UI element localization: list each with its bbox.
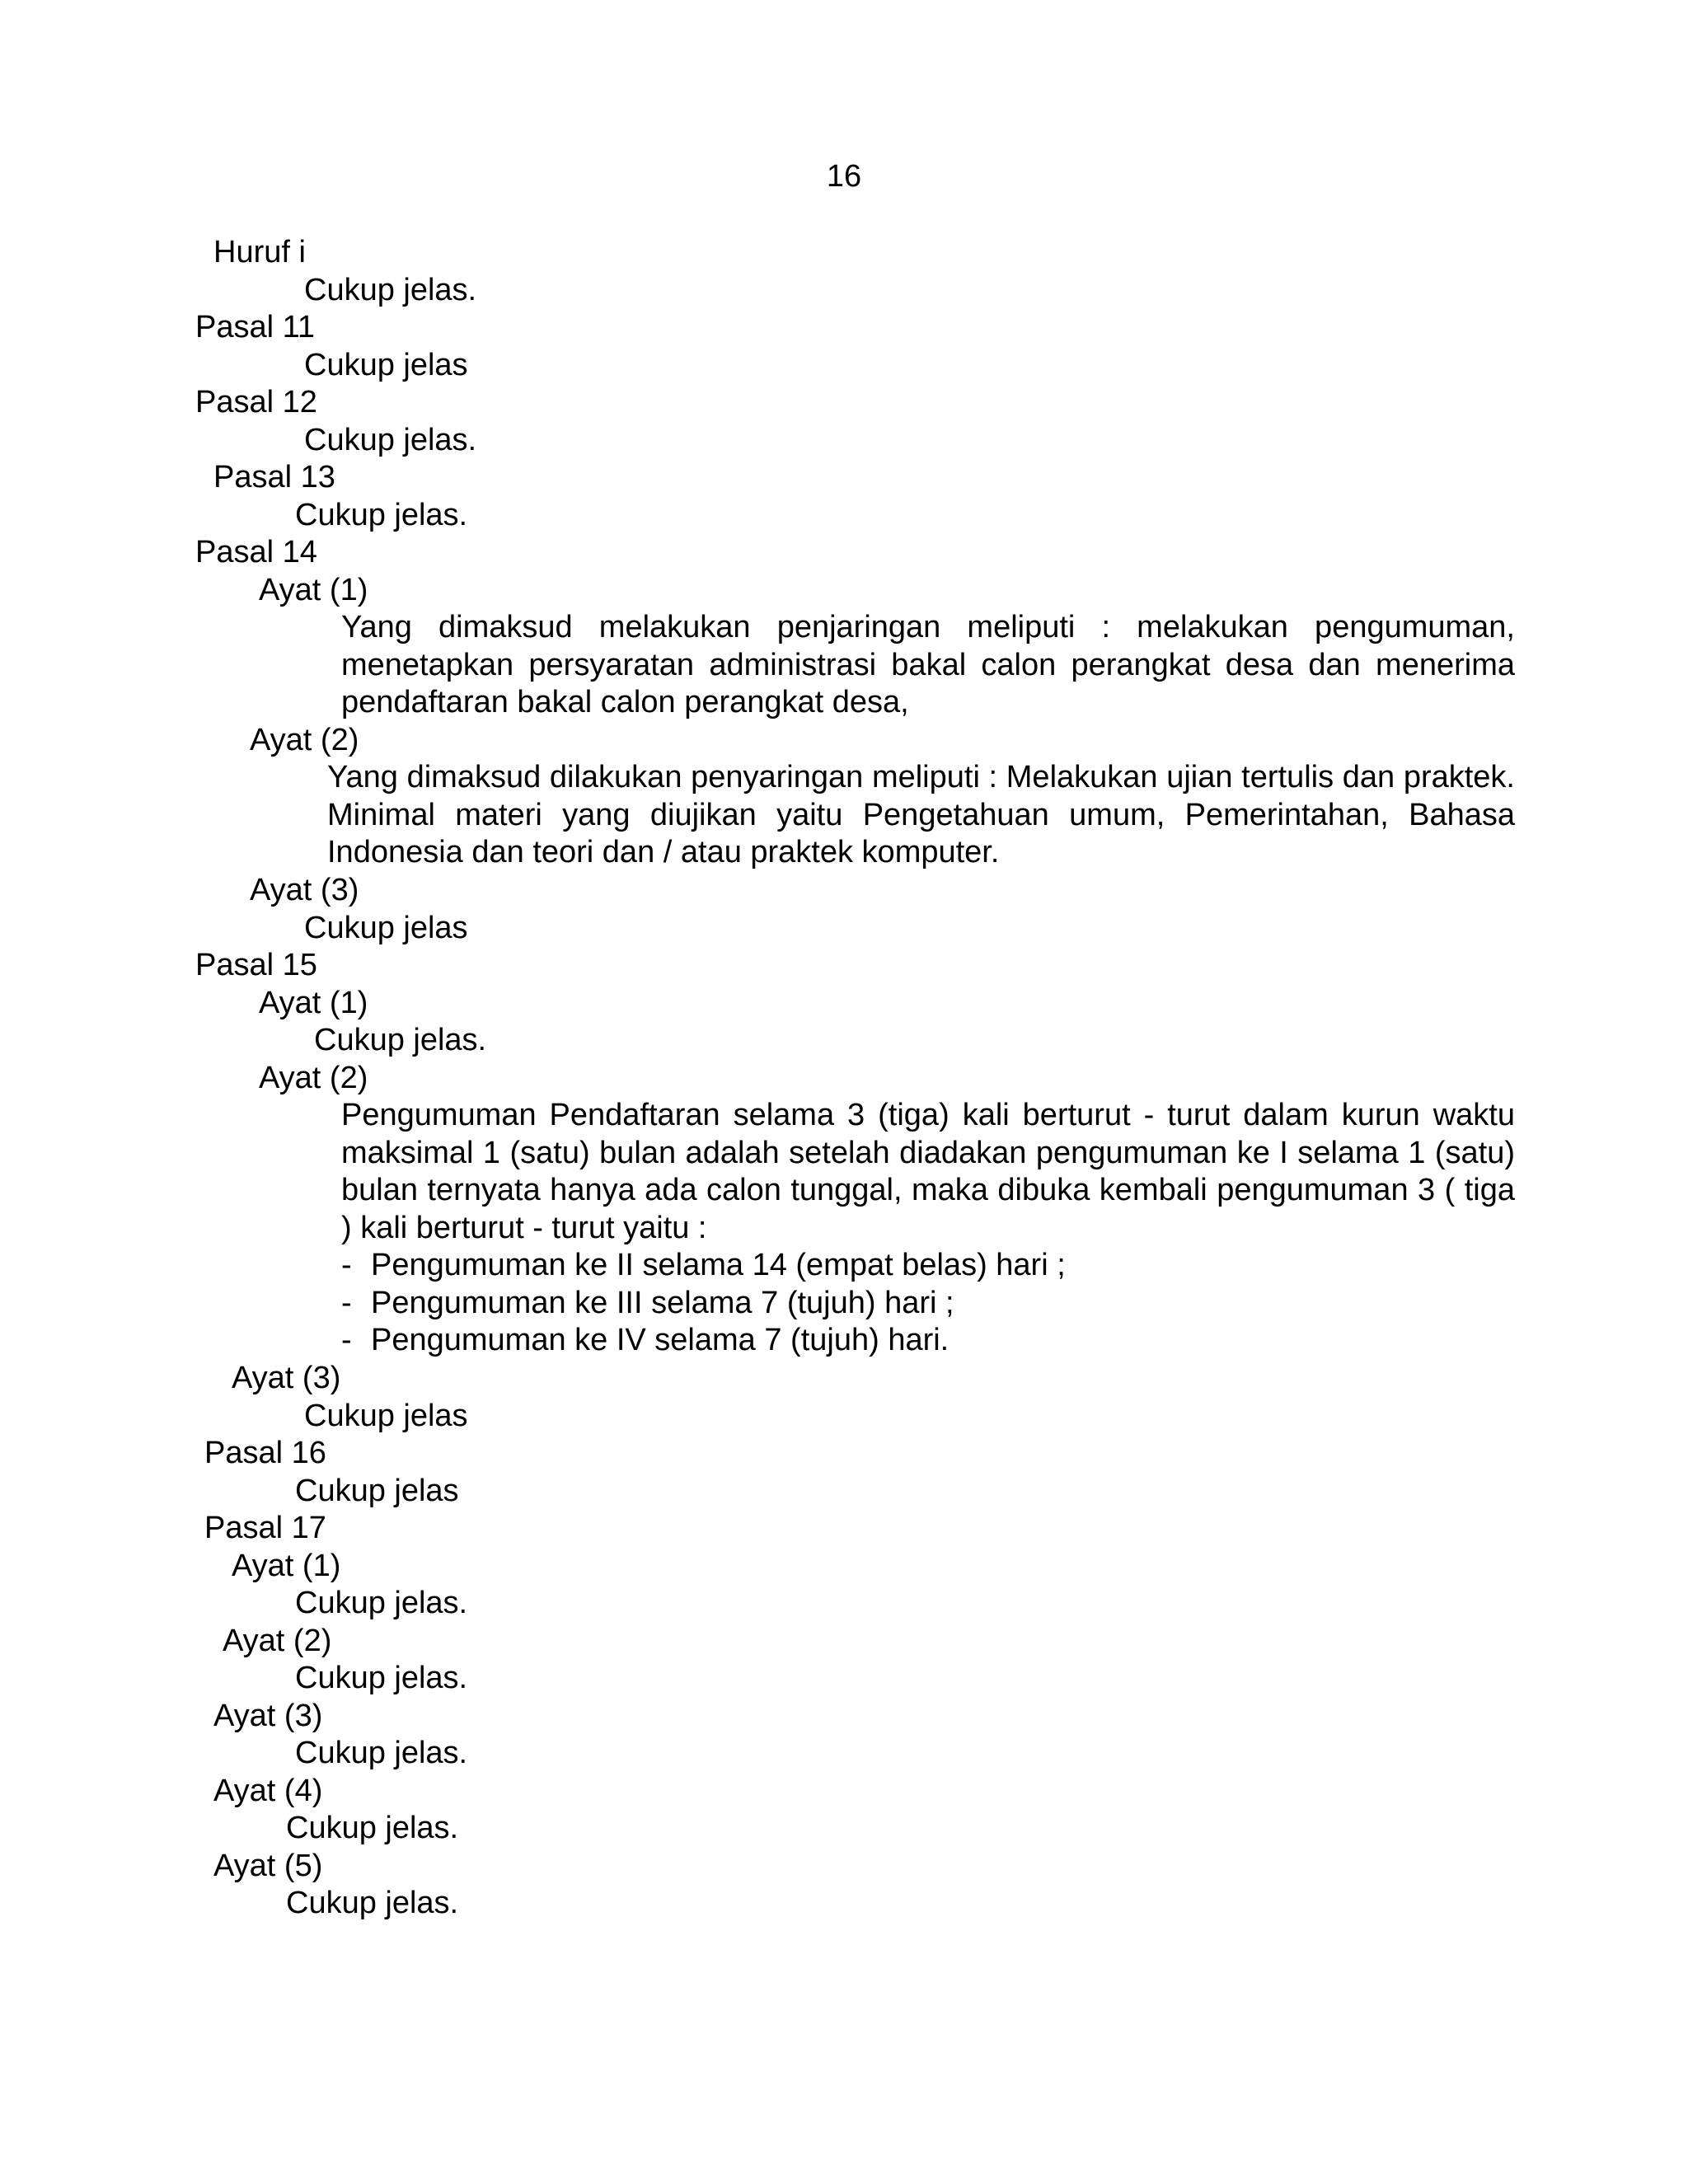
pasal-heading: Pasal 15 bbox=[195, 948, 317, 982]
explanation-paragraph: Yang dimaksud melakukan penjaringan meliputi : melakukan pengumuman, menetapkan persyaratan administrasi bakal calon perangkat desa dan menerima pendaftaran bakal calon perangkat desa, bbox=[341, 610, 1515, 719]
ayat-heading: Ayat (4) bbox=[213, 1774, 323, 1808]
ayat-heading: Ayat (3) bbox=[213, 1699, 323, 1733]
explanation-paragraph: Yang dimaksud dilakukan penyaringan meliputi : Melakukan ujian tertulis dan praktek. Minimal materi yang diujikan yaitu Pengetahuan umum, Pemerintahan, Bahasa Indonesia dan teori dan / atau praktek komputer. bbox=[327, 760, 1515, 869]
ayat-heading: Ayat (3) bbox=[250, 873, 359, 907]
list-item-text: Pengumuman ke II selama 14 (empat belas) hari ; bbox=[371, 1248, 1066, 1282]
pasal-heading: Pasal 11 bbox=[195, 310, 316, 344]
ayat-heading: Ayat (1) bbox=[259, 573, 368, 607]
ayat-heading: Ayat (2) bbox=[250, 723, 359, 757]
list-item-text: Pengumuman ke III selama 7 (tujuh) hari ; bbox=[371, 1285, 954, 1320]
ayat-explanation bbox=[341, 609, 1515, 722]
ayat-heading: Ayat (1) bbox=[232, 1549, 341, 1583]
explanation-text: Cukup jelas. bbox=[314, 1023, 487, 1057]
ayat-heading: Ayat (2) bbox=[223, 1624, 332, 1658]
list-item bbox=[341, 1285, 1066, 1323]
huruf-heading: Huruf i bbox=[213, 235, 306, 269]
explanation-text: Cukup jelas bbox=[295, 1474, 459, 1508]
pasal-heading: Pasal 17 bbox=[204, 1511, 326, 1545]
explanation-text: Cukup jelas bbox=[304, 1399, 468, 1433]
page-number: 16 bbox=[826, 159, 862, 194]
explanation-text: Cukup jelas. bbox=[295, 1736, 468, 1770]
list-dash: - bbox=[341, 1323, 352, 1357]
list-item bbox=[341, 1247, 1066, 1285]
ayat-heading: Ayat (1) bbox=[259, 986, 368, 1020]
list-dash: - bbox=[341, 1248, 352, 1282]
announcement-list bbox=[341, 1247, 1066, 1360]
explanation-text: Cukup jelas. bbox=[286, 1886, 459, 1920]
explanation-text: Cukup jelas bbox=[304, 911, 468, 945]
pasal-heading: Pasal 16 bbox=[204, 1436, 326, 1470]
explanation-text: Cukup jelas bbox=[304, 348, 468, 382]
ayat-heading: Ayat (3) bbox=[232, 1361, 341, 1395]
pasal-heading: Pasal 14 bbox=[195, 535, 317, 569]
explanation-text: Cukup jelas. bbox=[304, 273, 477, 307]
ayat-explanation bbox=[341, 1097, 1515, 1247]
list-item bbox=[341, 1322, 1066, 1360]
ayat-explanation bbox=[327, 759, 1515, 872]
pasal-heading: Pasal 13 bbox=[213, 460, 335, 494]
list-item-text: Pengumuman ke IV selama 7 (tujuh) hari. bbox=[371, 1323, 950, 1357]
list-dash: - bbox=[341, 1285, 352, 1320]
ayat-heading: Ayat (2) bbox=[259, 1061, 368, 1095]
explanation-text: Cukup jelas. bbox=[295, 498, 468, 532]
explanation-text: Cukup jelas. bbox=[304, 423, 477, 457]
explanation-text: Cukup jelas. bbox=[286, 1811, 459, 1845]
explanation-text: Cukup jelas. bbox=[295, 1586, 468, 1620]
ayat-heading: Ayat (5) bbox=[213, 1849, 323, 1883]
explanation-paragraph: Pengumuman Pendaftaran selama 3 (tiga) kali berturut - turut dalam kurun waktu maksimal 1 (satu) bulan adalah setelah diadakan pengumuman ke I selama 1 (satu) bulan ternyata hanya ada calon tunggal, maka dibuka kembali pengumuman 3 ( tiga ) kali berturut - turut yaitu : bbox=[341, 1098, 1515, 1245]
explanation-text: Cukup jelas. bbox=[295, 1661, 468, 1695]
pasal-heading: Pasal 12 bbox=[195, 385, 317, 419]
